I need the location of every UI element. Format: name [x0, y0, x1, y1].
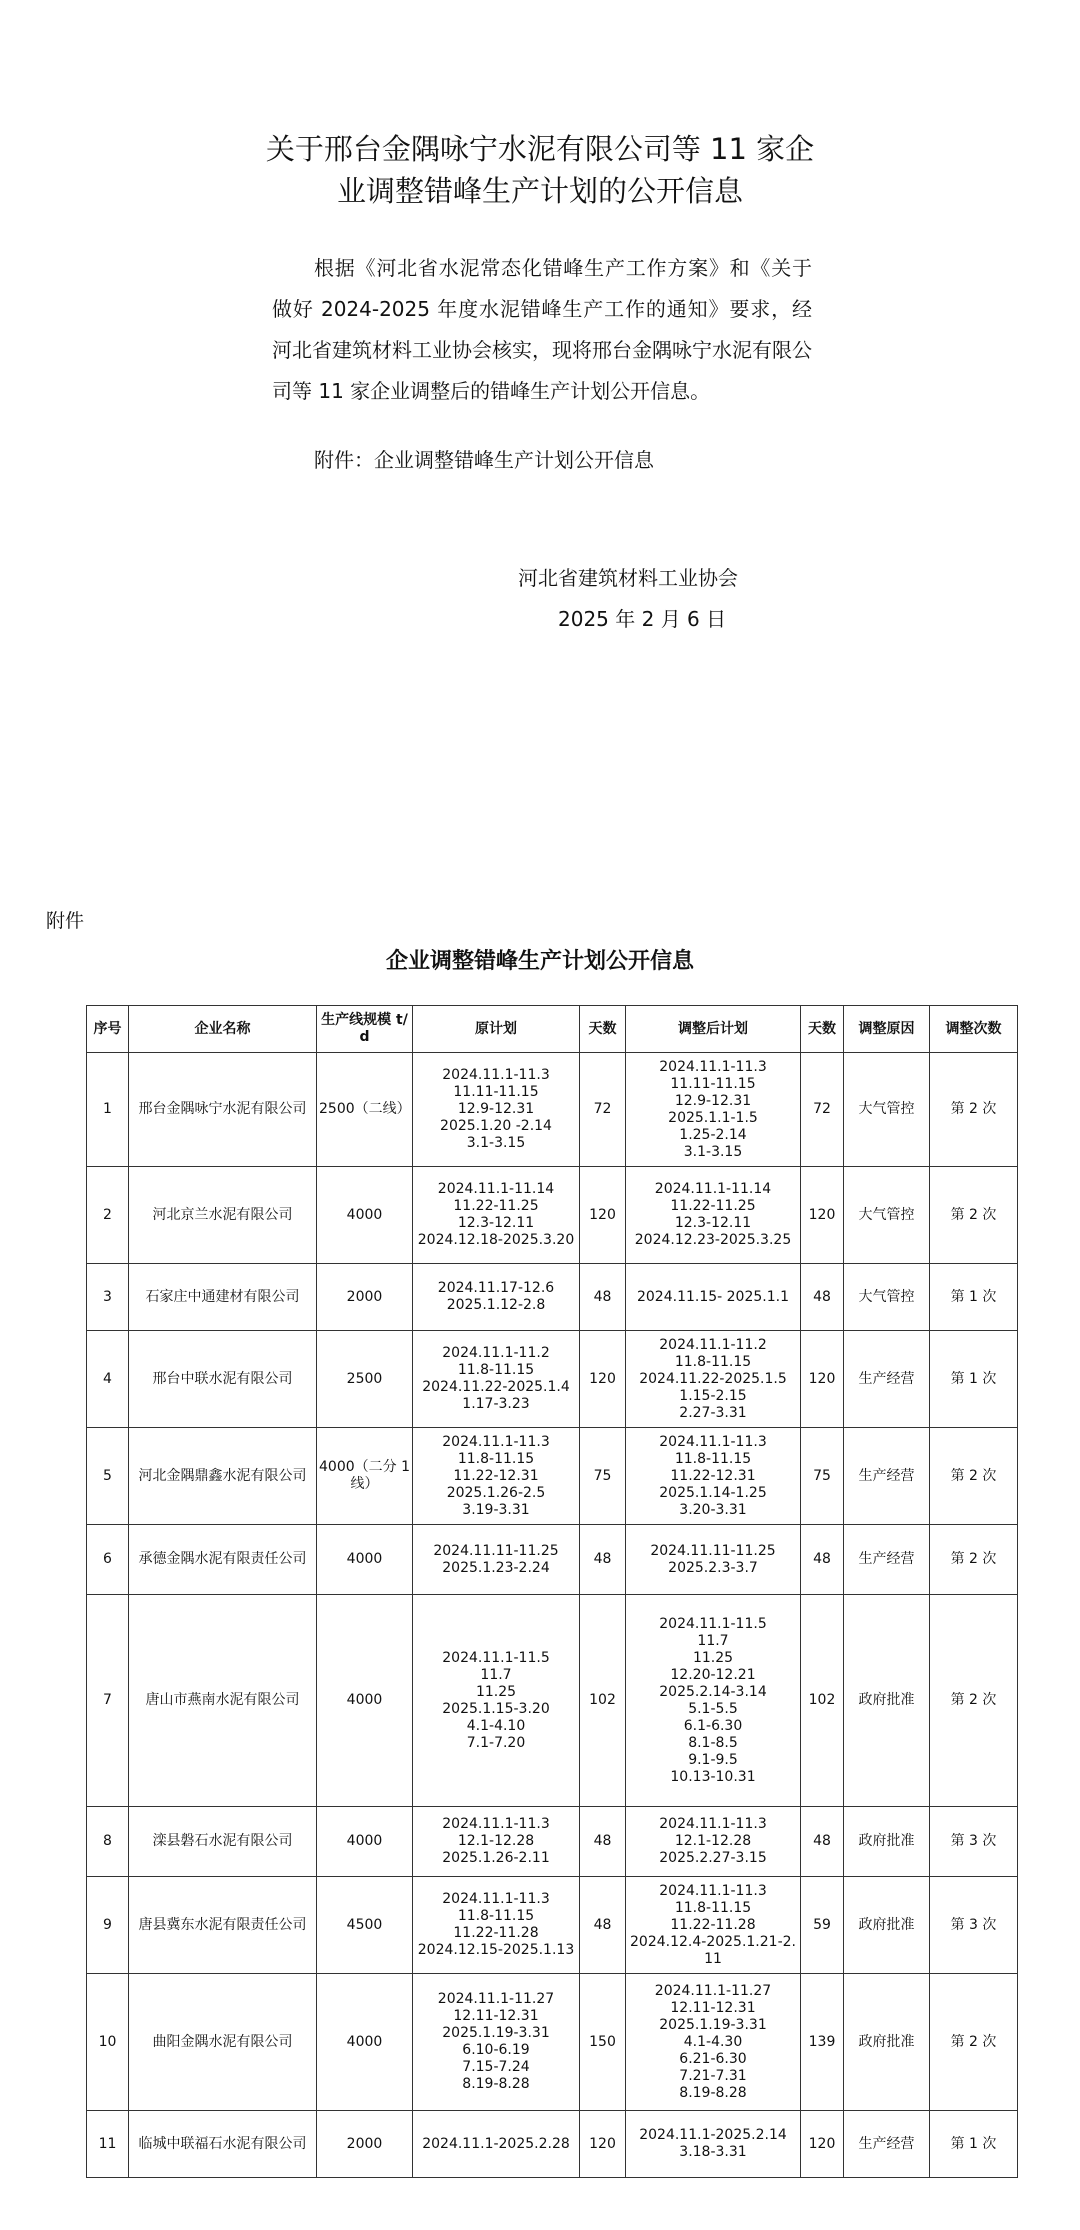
cell-times: 第 2 次 — [930, 1428, 1018, 1525]
cell-original-plan-line: 3.1-3.15 — [466, 1135, 526, 1151]
cell-adjusted-plan-line: 11.8-11.15 — [674, 1353, 752, 1370]
cell-original-plan-line: 6.10-6.19 — [462, 2042, 530, 2058]
cell-company: 唐县冀东水泥有限责任公司 — [129, 1877, 317, 1974]
cell-adjusted-plan-line: 11.11-11.15 — [670, 1075, 756, 1092]
cell-adjusted-plan — [626, 1053, 801, 1167]
cell-original-plan-line: 2024.11.1-11.3 — [442, 1891, 550, 1907]
cell-adjusted-plan — [626, 1595, 801, 1807]
cell-adjusted-plan-line: 2024.11.1-11.5 — [659, 1615, 767, 1632]
cell-original-plan — [413, 1807, 580, 1877]
cell-adjusted-plan — [626, 1331, 801, 1428]
table-row — [87, 1877, 1018, 1974]
cell-times: 第 2 次 — [930, 1167, 1018, 1264]
header-original-plan: 原计划 — [413, 1006, 580, 1053]
cell-original-plan-line: 2024.11.1-11.3 — [442, 1067, 550, 1083]
header-adjusted-plan: 调整后计划 — [626, 1006, 801, 1053]
cell-adjusted-plan-line: 3.18-3.31 — [679, 2144, 747, 2160]
cell-original-plan-line: 2025.1.23-2.24 — [442, 1559, 550, 1576]
cell-adjusted-plan-line: 2025.1.14-1.25 — [659, 1484, 767, 1501]
header-reason: 调整原因 — [844, 1006, 930, 1053]
cell-scale: 2500 — [317, 1331, 413, 1428]
notice-body — [272, 248, 812, 412]
cell-adjusted-plan — [626, 1807, 801, 1877]
cell-adjusted-plan-line: 2025.2.14-3.14 — [659, 1683, 767, 1700]
table-row — [87, 1807, 1018, 1877]
header-seq: 序号 — [87, 1006, 129, 1053]
cell-original-plan-line: 2024.11.22-2025.1.4 — [422, 1379, 570, 1395]
cell-adjusted-plan-line: 2024.11.1-11.3 — [659, 1882, 767, 1899]
cell-days: 48 — [580, 1525, 626, 1595]
cell-adjusted-plan-line: 7.21-7.31 — [679, 2067, 747, 2084]
cell-seq: 6 — [87, 1525, 129, 1595]
cell-company: 邢台中联水泥有限公司 — [129, 1331, 317, 1428]
cell-original-plan-line: 12.9-12.31 — [457, 1101, 535, 1117]
cell-original-plan-line: 4.1-4.10 — [466, 1717, 526, 1734]
cell-scale: 4000 — [317, 1525, 413, 1595]
cell-original-plan-line: 2025.1.12-2.8 — [446, 1297, 546, 1313]
header-company: 企业名称 — [129, 1006, 317, 1053]
cell-times: 第 1 次 — [930, 1331, 1018, 1428]
cell-original-plan-line: 2025.1.26-2.11 — [442, 1850, 550, 1866]
cell-scale: 4000 — [317, 1167, 413, 1264]
cell-adjusted-plan-line: 2024.11.1-2025.2.14 — [639, 2127, 787, 2143]
cell-scale: 2000 — [317, 1264, 413, 1331]
cell-reason: 政府批准 — [844, 1877, 930, 1974]
cell-adjusted-days: 120 — [801, 2111, 844, 2178]
cell-reason: 政府批准 — [844, 1807, 930, 1877]
table-row — [87, 1331, 1018, 1428]
cell-adjusted-plan-line: 2025.2.27-3.15 — [659, 1850, 767, 1866]
table-row — [87, 1167, 1018, 1264]
cell-adjusted-plan-line: 6.1-6.30 — [683, 1717, 743, 1734]
cell-seq: 4 — [87, 1331, 129, 1428]
cell-days: 48 — [580, 1264, 626, 1331]
cell-adjusted-plan-line: 2024.11.1-11.27 — [654, 1982, 772, 1999]
cell-days: 120 — [580, 1167, 626, 1264]
cell-adjusted-days: 120 — [801, 1167, 844, 1264]
cell-seq: 3 — [87, 1264, 129, 1331]
signature-date: 2025 年 2 月 6 日 — [558, 607, 727, 631]
table-row — [87, 2111, 1018, 2178]
cell-adjusted-plan-line: 11.22-11.28 — [670, 1916, 756, 1933]
cell-adjusted-plan-line: 2024.12.23-2025.3.25 — [634, 1232, 792, 1248]
cell-adjusted-days: 120 — [801, 1331, 844, 1428]
cell-adjusted-plan-line: 8.1-8.5 — [688, 1734, 738, 1751]
cell-adjusted-plan-line: 11.22-11.25 — [670, 1198, 756, 1214]
cell-company: 承德金隅水泥有限责任公司 — [129, 1525, 317, 1595]
cell-adjusted-days: 48 — [801, 1525, 844, 1595]
notice-title — [230, 128, 850, 212]
notice-title-line-2: 业调整错峰生产计划的公开信息 — [336, 174, 743, 208]
cell-original-plan-line: 1.17-3.23 — [462, 1396, 530, 1412]
cell-adjusted-plan-line: 8.19-8.28 — [679, 2084, 747, 2101]
cell-original-plan-line: 2024.11.1-11.3 — [442, 1433, 550, 1450]
table-header-row — [87, 1006, 1018, 1053]
cell-adjusted-plan-line: 11.25 — [692, 1649, 734, 1666]
cell-adjusted-days: 48 — [801, 1264, 844, 1331]
cell-original-plan-line: 2024.11.1-11.27 — [437, 1991, 555, 2007]
cell-adjusted-plan-line: 12.1-12.28 — [674, 1833, 752, 1849]
cell-days: 120 — [580, 1331, 626, 1428]
cell-times: 第 3 次 — [930, 1807, 1018, 1877]
cell-original-plan — [413, 1428, 580, 1525]
cell-adjusted-plan-line: 11.8-11.15 — [674, 1899, 752, 1916]
cell-adjusted-plan-line: 4.1-4.30 — [683, 2033, 743, 2050]
cell-original-plan — [413, 1331, 580, 1428]
cell-adjusted-plan — [626, 1974, 801, 2111]
cell-original-plan — [413, 2111, 580, 2178]
cell-reason: 政府批准 — [844, 1595, 930, 1807]
cell-adjusted-plan-line: 1.15-2.15 — [679, 1387, 747, 1404]
signature-organization: 河北省建筑材料工业协会 — [518, 566, 738, 590]
cell-adjusted-plan-line: 6.21-6.30 — [679, 2050, 747, 2067]
cell-adjusted-plan-line: 11.7 — [697, 1632, 729, 1649]
cell-seq: 1 — [87, 1053, 129, 1167]
cell-adjusted-days: 75 — [801, 1428, 844, 1525]
notice-title-line-1: 关于邢台金隅咏宁水泥有限公司等 11 家企 — [265, 132, 815, 166]
cell-original-plan-line: 11.25 — [475, 1683, 517, 1700]
cell-scale: 4500 — [317, 1877, 413, 1974]
cell-adjusted-plan-line: 2024.12.4-2025.1.21-2.11 — [630, 1933, 796, 1967]
cell-original-plan-line: 8.19-8.28 — [462, 2076, 530, 2092]
cell-adjusted-plan-line: 11.22-12.31 — [670, 1467, 756, 1484]
table-title: 企业调整错峰生产计划公开信息 — [385, 949, 694, 974]
cell-adjusted-plan-line: 2024.11.1-11.2 — [659, 1336, 767, 1353]
cell-original-plan — [413, 1877, 580, 1974]
cell-adjusted-plan-line: 12.20-12.21 — [670, 1666, 756, 1683]
cell-adjusted-plan — [626, 1428, 801, 1525]
cell-original-plan-line: 2025.1.19-3.31 — [442, 2025, 550, 2041]
cell-times: 第 2 次 — [930, 1595, 1018, 1807]
cell-original-plan-line: 2024.11.1-11.5 — [442, 1649, 550, 1666]
cell-times: 第 2 次 — [930, 1974, 1018, 2111]
cell-scale: 2500（二线） — [317, 1053, 413, 1167]
cell-original-plan-line: 11.11-11.15 — [453, 1084, 539, 1100]
cell-adjusted-plan-line: 2024.11.1-11.3 — [659, 1058, 767, 1075]
cell-adjusted-plan-line: 2025.2.3-3.7 — [668, 1559, 758, 1576]
cell-adjusted-plan — [626, 1264, 801, 1331]
table-row — [87, 1595, 1018, 1807]
table-row — [87, 1974, 1018, 2111]
cell-company: 河北金隅鼎鑫水泥有限公司 — [129, 1428, 317, 1525]
cell-adjusted-plan-line: 2.27-3.31 — [679, 1404, 747, 1421]
cell-seq: 10 — [87, 1974, 129, 2111]
cell-original-plan-line: 11.8-11.15 — [457, 1362, 535, 1378]
cell-adjusted-plan-line: 2025.1.1-1.5 — [668, 1109, 758, 1126]
cell-reason: 大气管控 — [844, 1264, 930, 1331]
cell-original-plan-line: 2024.11.1-11.2 — [442, 1345, 550, 1361]
cell-adjusted-plan — [626, 2111, 801, 2178]
cell-reason: 政府批准 — [844, 1974, 930, 2111]
cell-seq: 7 — [87, 1595, 129, 1807]
cell-adjusted-days: 102 — [801, 1595, 844, 1807]
cell-scale: 2000 — [317, 2111, 413, 2178]
cell-reason: 生产经营 — [844, 1428, 930, 1525]
cell-times: 第 2 次 — [930, 1053, 1018, 1167]
cell-adjusted-plan-line: 3.20-3.31 — [679, 1501, 747, 1518]
cell-adjusted-plan-line: 3.1-3.15 — [683, 1143, 743, 1160]
cell-reason: 大气管控 — [844, 1053, 930, 1167]
cell-company: 滦县磐石水泥有限公司 — [129, 1807, 317, 1877]
cell-original-plan — [413, 1974, 580, 2111]
cell-seq: 5 — [87, 1428, 129, 1525]
cell-adjusted-plan — [626, 1525, 801, 1595]
cell-days: 75 — [580, 1428, 626, 1525]
attachment-label: 附件 — [46, 910, 85, 932]
table-body — [87, 1053, 1018, 2178]
cell-original-plan-line: 11.22-11.28 — [453, 1925, 539, 1941]
cell-adjusted-plan — [626, 1877, 801, 1974]
cell-original-plan-line: 2024.12.15-2025.1.13 — [417, 1942, 575, 1958]
cell-company: 邢台金隅咏宁水泥有限公司 — [129, 1053, 317, 1167]
cell-days: 120 — [580, 2111, 626, 2178]
cell-original-plan-line: 7.1-7.20 — [466, 1734, 526, 1751]
cell-days: 102 — [580, 1595, 626, 1807]
cell-original-plan-line: 12.3-12.11 — [457, 1215, 535, 1231]
cell-scale: 4000 — [317, 1807, 413, 1877]
cell-original-plan-line: 2024.11.1-11.3 — [442, 1816, 550, 1832]
cell-reason: 大气管控 — [844, 1167, 930, 1264]
cell-original-plan-line: 2024.11.17-12.6 — [437, 1280, 555, 1296]
cell-original-plan — [413, 1595, 580, 1807]
attachment-note: 附件：企业调整错峰生产计划公开信息 — [314, 448, 654, 472]
cell-adjusted-plan — [626, 1167, 801, 1264]
cell-adjusted-plan-line: 9.1-9.5 — [688, 1751, 738, 1768]
cell-original-plan-line: 11.7 — [480, 1666, 512, 1683]
cell-adjusted-plan-line: 2024.11.15- 2025.1.1 — [636, 1288, 789, 1305]
cell-company: 唐山市燕南水泥有限公司 — [129, 1595, 317, 1807]
cell-original-plan-line: 12.11-12.31 — [453, 2008, 539, 2024]
header-days: 天数 — [580, 1006, 626, 1053]
cell-adjusted-days: 72 — [801, 1053, 844, 1167]
cell-original-plan — [413, 1264, 580, 1331]
cell-original-plan-line: 2025.1.26-2.5 — [446, 1484, 546, 1501]
cell-seq: 9 — [87, 1877, 129, 1974]
cell-adjusted-plan-line: 11.8-11.15 — [674, 1450, 752, 1467]
schedule-table — [86, 1005, 1018, 2178]
cell-adjusted-plan-line: 2024.11.1-11.3 — [659, 1816, 767, 1832]
cell-times: 第 3 次 — [930, 1877, 1018, 1974]
table-row — [87, 1525, 1018, 1595]
cell-adjusted-days: 139 — [801, 1974, 844, 2111]
cell-days: 48 — [580, 1807, 626, 1877]
table-row — [87, 1428, 1018, 1525]
cell-original-plan-line: 2025.1.20 -2.14 — [440, 1118, 552, 1134]
header-scale: 生产线规模 t/d — [317, 1006, 413, 1053]
cell-seq: 8 — [87, 1807, 129, 1877]
cell-adjusted-plan-line: 10.13-10.31 — [670, 1768, 756, 1785]
cell-company: 曲阳金隅水泥有限公司 — [129, 1974, 317, 2111]
cell-seq: 2 — [87, 1167, 129, 1264]
notice-paragraph: 根据《河北省水泥常态化错峰生产工作方案》和《关于做好 2024-2025 年度水泥错峰生产工作的通知》要求，经河北省建筑材料工业协会核实，现将邢台金隅咏宁水泥有限公司等 11 家企业调整后的错峰生产计划公开信息。 — [272, 256, 812, 403]
cell-company: 临城中联福石水泥有限公司 — [129, 2111, 317, 2178]
cell-original-plan — [413, 1053, 580, 1167]
cell-original-plan-line: 11.22-12.31 — [453, 1467, 539, 1484]
cell-times: 第 2 次 — [930, 1525, 1018, 1595]
cell-company: 石家庄中通建材有限公司 — [129, 1264, 317, 1331]
cell-adjusted-plan-line: 5.1-5.5 — [688, 1700, 738, 1717]
cell-adjusted-plan-line: 2025.1.19-3.31 — [659, 2016, 767, 2033]
cell-adjusted-plan-line: 2024.11.11-11.25 — [650, 1542, 776, 1559]
cell-days: 48 — [580, 1877, 626, 1974]
cell-adjusted-plan-line: 12.3-12.11 — [674, 1215, 752, 1231]
cell-original-plan-line: 2024.11.11-11.25 — [433, 1542, 559, 1559]
cell-seq: 11 — [87, 2111, 129, 2178]
cell-company: 河北京兰水泥有限公司 — [129, 1167, 317, 1264]
cell-original-plan — [413, 1525, 580, 1595]
cell-scale: 4000 — [317, 1974, 413, 2111]
header-times: 调整次数 — [930, 1006, 1018, 1053]
cell-adjusted-plan-line: 1.25-2.14 — [679, 1126, 747, 1143]
cell-adjusted-plan-line: 2024.11.22-2025.1.5 — [639, 1370, 787, 1387]
cell-times: 第 1 次 — [930, 2111, 1018, 2178]
cell-days: 72 — [580, 1053, 626, 1167]
cell-days: 150 — [580, 1974, 626, 2111]
cell-adjusted-days: 59 — [801, 1877, 844, 1974]
cell-original-plan-line: 2025.1.15-3.20 — [442, 1700, 550, 1717]
cell-original-plan-line: 2024.11.1-2025.2.28 — [422, 2135, 570, 2152]
cell-scale: 4000（二分 1 线） — [317, 1428, 413, 1525]
cell-reason: 生产经营 — [844, 2111, 930, 2178]
cell-original-plan-line: 11.8-11.15 — [457, 1450, 535, 1467]
header-adjusted-days: 天数 — [801, 1006, 844, 1053]
cell-adjusted-plan-line: 12.9-12.31 — [674, 1092, 752, 1109]
cell-reason: 生产经营 — [844, 1525, 930, 1595]
cell-adjusted-plan-line: 12.11-12.31 — [670, 1999, 756, 2016]
cell-reason: 生产经营 — [844, 1331, 930, 1428]
cell-original-plan-line: 3.19-3.31 — [462, 1501, 530, 1518]
cell-adjusted-plan-line: 2024.11.1-11.14 — [654, 1181, 772, 1197]
cell-adjusted-days: 48 — [801, 1807, 844, 1877]
table-row — [87, 1264, 1018, 1331]
cell-times: 第 1 次 — [930, 1264, 1018, 1331]
cell-original-plan-line: 11.22-11.25 — [453, 1198, 539, 1214]
cell-original-plan — [413, 1167, 580, 1264]
cell-scale: 4000 — [317, 1595, 413, 1807]
cell-original-plan-line: 2024.12.18-2025.3.20 — [417, 1232, 575, 1248]
cell-adjusted-plan-line: 2024.11.1-11.3 — [659, 1433, 767, 1450]
cell-original-plan-line: 11.8-11.15 — [457, 1908, 535, 1924]
cell-original-plan-line: 12.1-12.28 — [457, 1833, 535, 1849]
cell-original-plan-line: 7.15-7.24 — [462, 2059, 530, 2075]
table-row — [87, 1053, 1018, 1167]
cell-original-plan-line: 2024.11.1-11.14 — [437, 1181, 555, 1197]
